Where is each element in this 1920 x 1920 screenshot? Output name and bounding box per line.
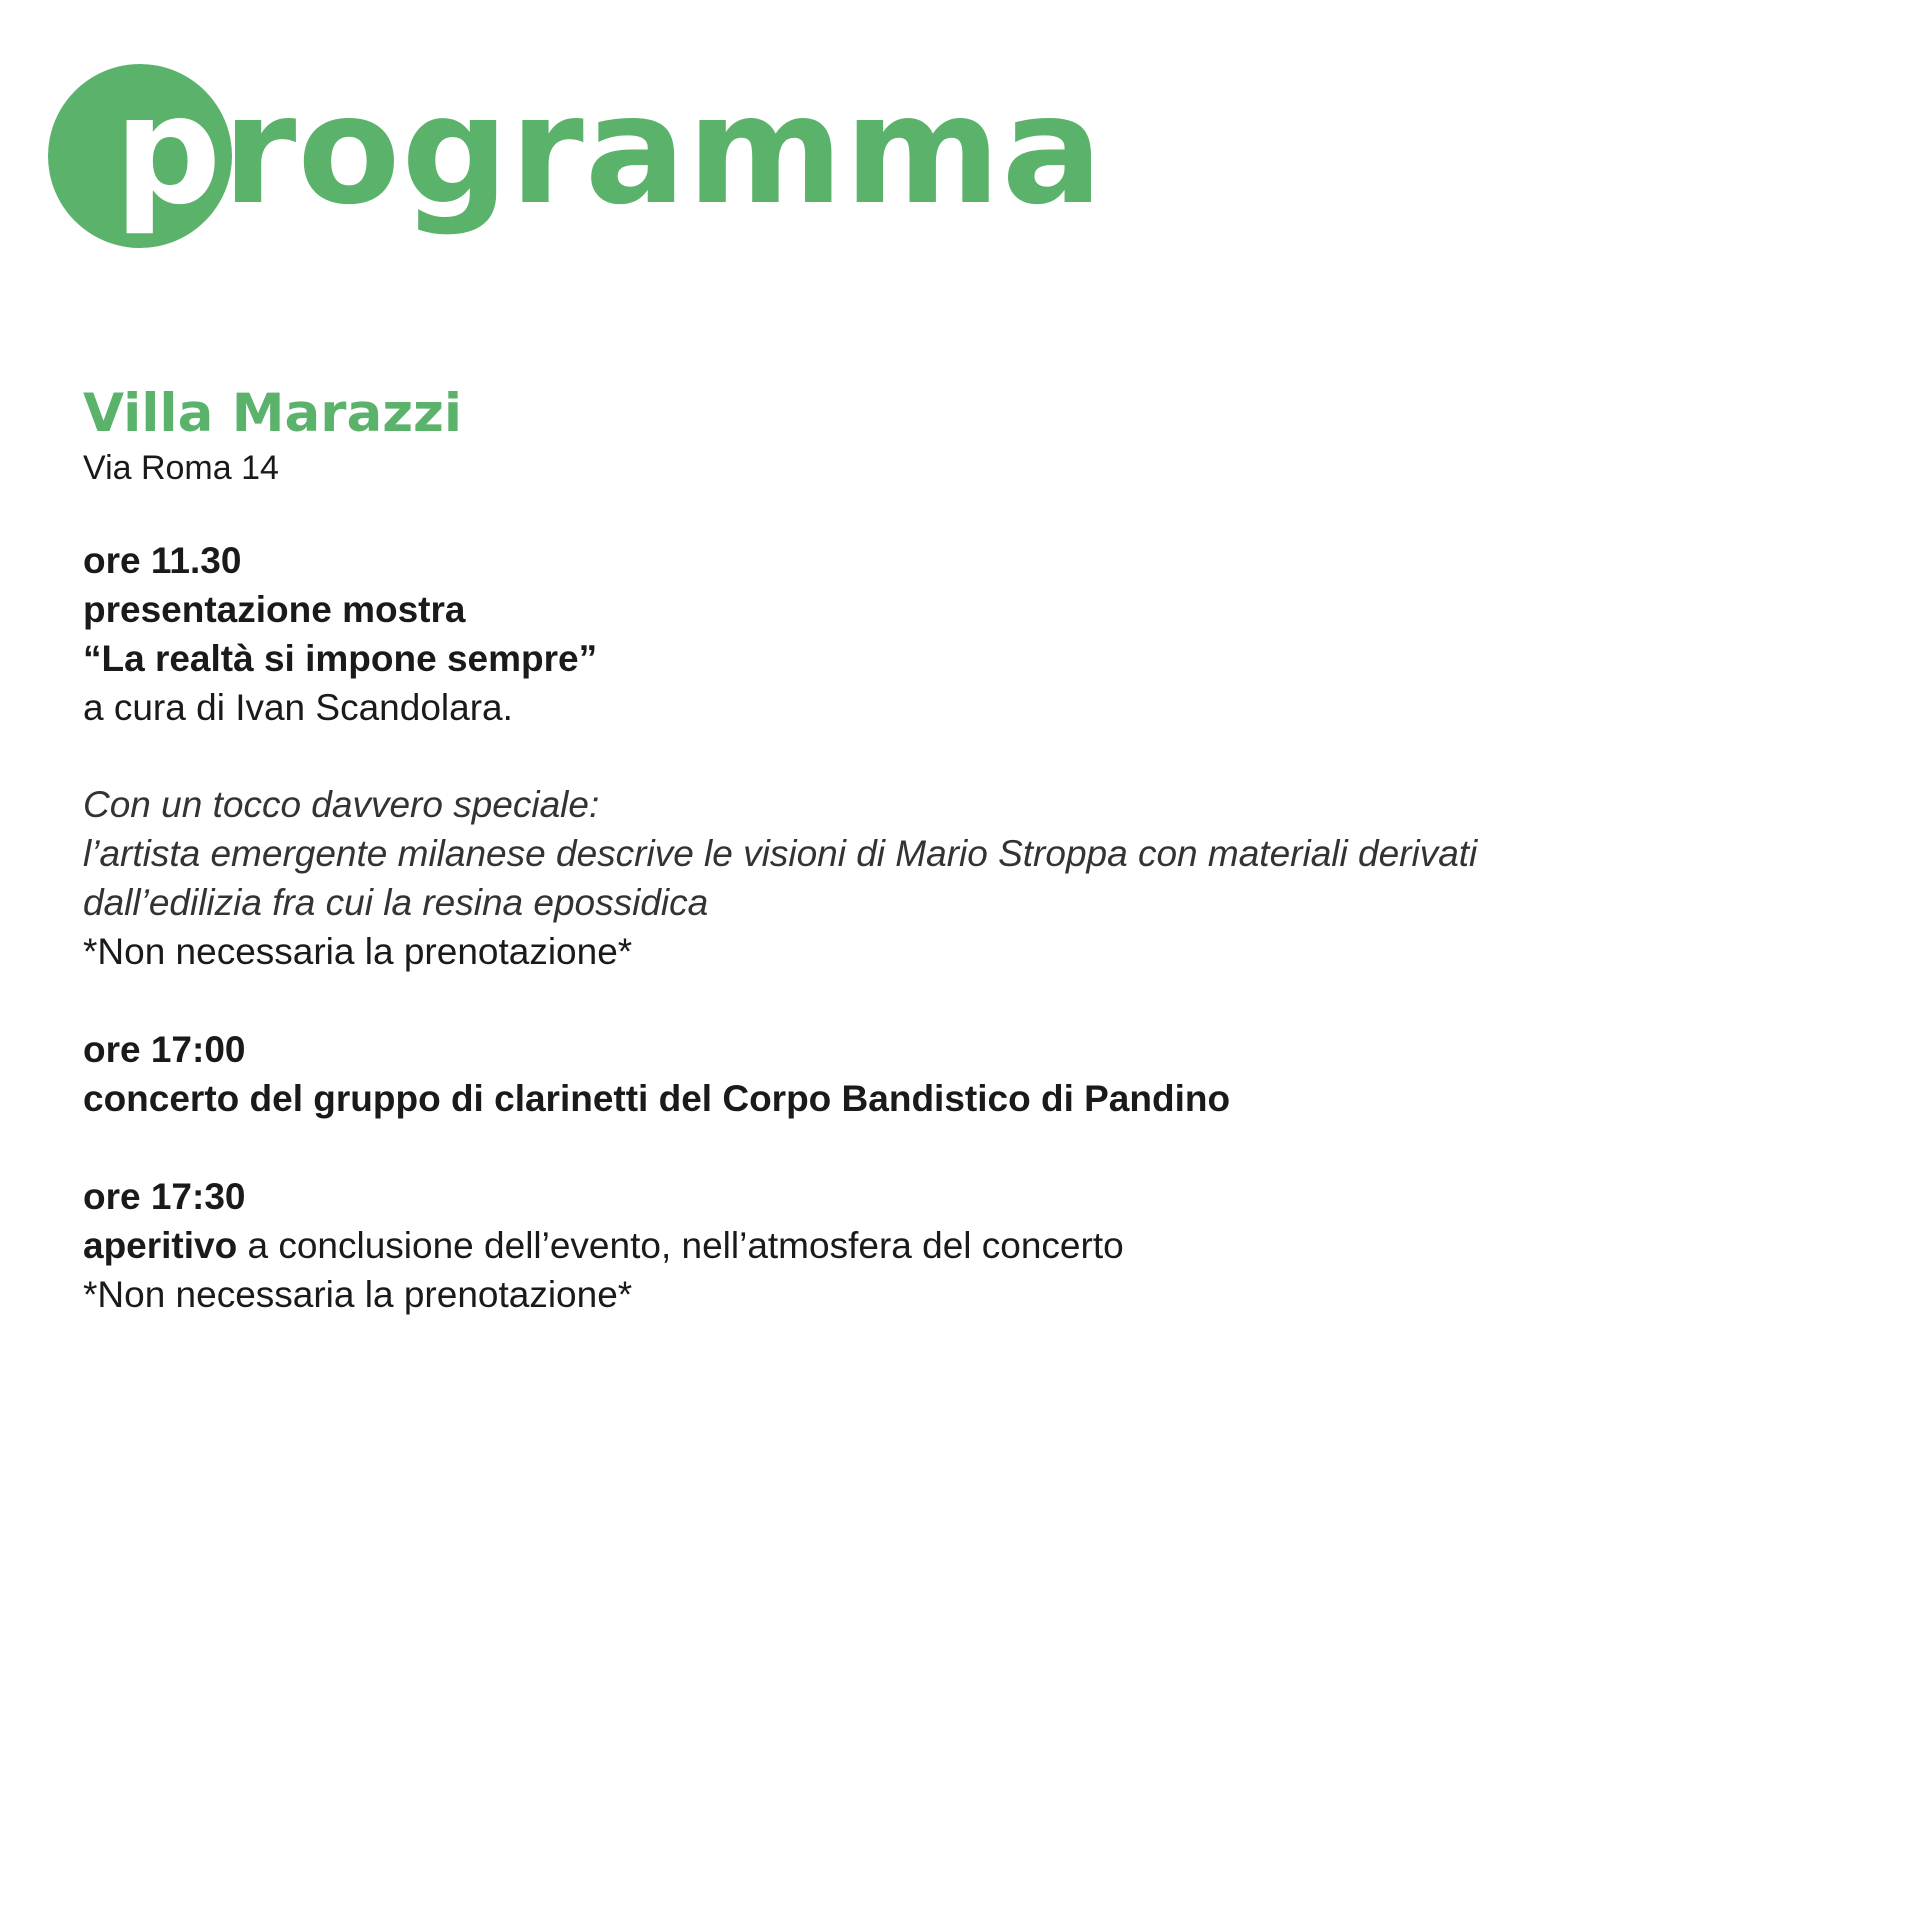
event-time: ore 17:00 (83, 1029, 246, 1070)
page-title-rest: rogramma (222, 64, 1104, 238)
event-block-3 (83, 1172, 1863, 1319)
event-curator: a cura di Ivan Scandolara. (83, 687, 513, 728)
event-title: aperitivo (83, 1225, 238, 1266)
event-time: ore 11.30 (83, 540, 242, 581)
spacer (83, 976, 1863, 1025)
spacer (83, 1123, 1863, 1172)
event-time: ore 17:30 (83, 1176, 246, 1217)
event-block-2 (83, 1025, 1863, 1123)
spacer (83, 732, 1863, 780)
event-title: presentazione mostra (83, 589, 466, 630)
event-note: *Non necessaria la prenotazione* (83, 931, 633, 972)
venue-address: Via Roma 14 (83, 449, 279, 487)
event-note: *Non necessaria la prenotazione* (83, 1274, 633, 1315)
event-description-line: l’artista emergente milanese descrive le visioni di Mario Stroppa con materiali derivati (83, 833, 1478, 874)
program-content (83, 382, 1863, 1319)
event-title: concerto del gruppo di clarinetti del Corpo Bandistico di Pandino (83, 1078, 1231, 1119)
event-title-suffix: a conclusione dell’evento, nell’atmosfera del concerto (237, 1225, 1124, 1266)
event-description-line: Con un tocco davvero speciale: (83, 784, 600, 825)
event-title-line (83, 1221, 1863, 1270)
event-subtitle: “La realtà si impone sempre” (83, 638, 598, 679)
page-title (114, 64, 1104, 238)
event-description-line: dall’edilizia fra cui la resina epossidica (83, 882, 709, 923)
event-block-1 (83, 536, 1863, 976)
venue-name: Villa Marazzi (83, 383, 463, 444)
page-title-first-letter: p (114, 64, 223, 238)
